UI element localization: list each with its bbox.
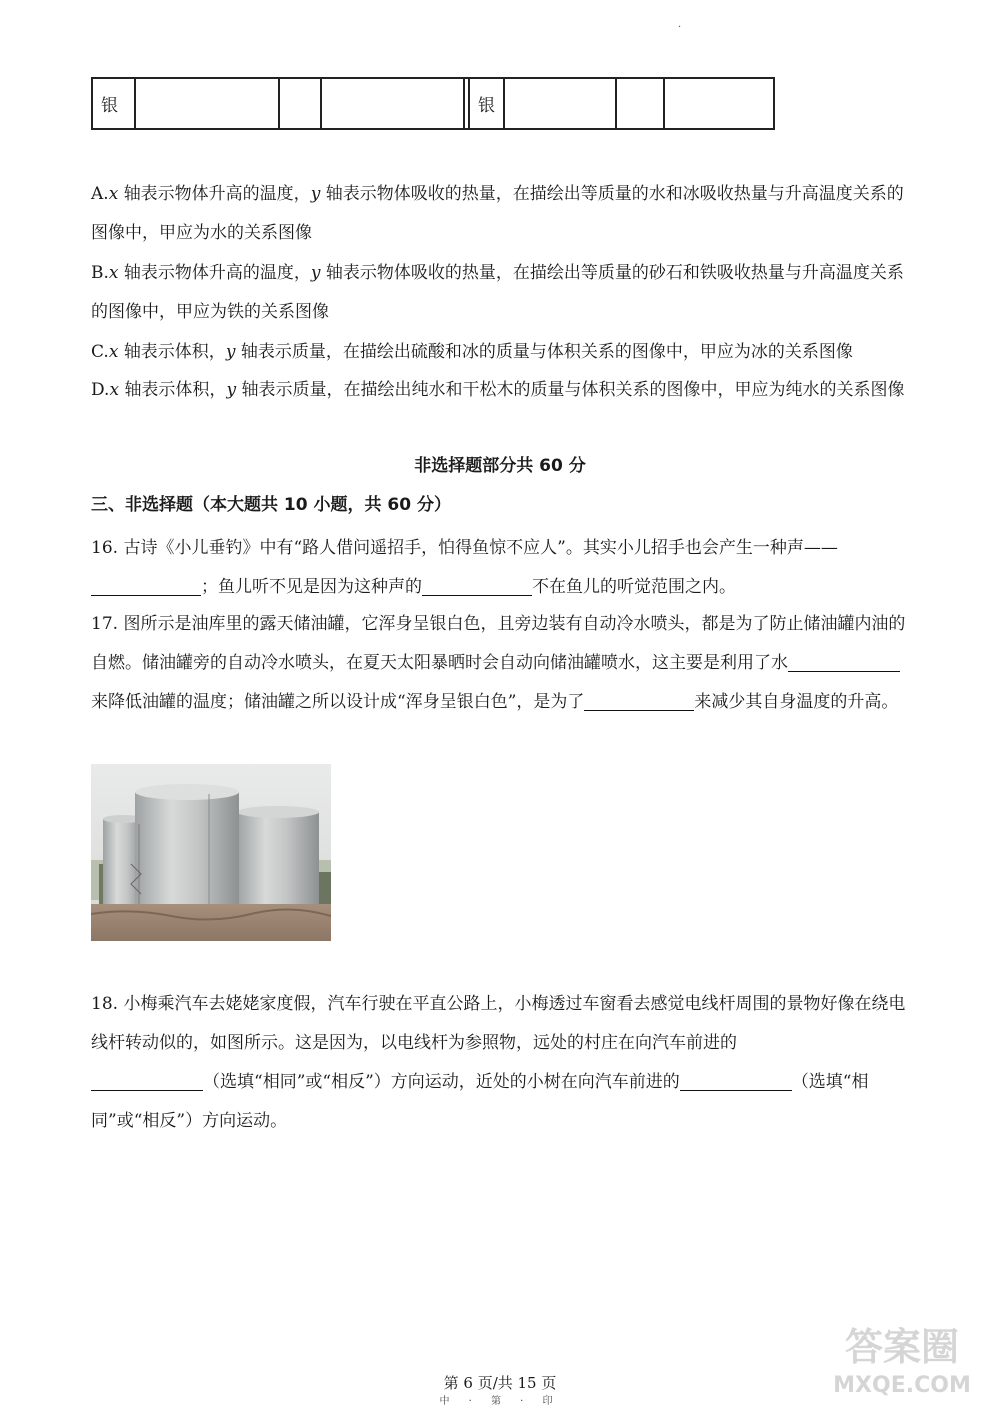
option-a — [91, 175, 906, 253]
section-heading: 三、非选择题（本大题共 10 小题，共 60 分） — [91, 495, 451, 515]
table-cell — [616, 78, 664, 129]
q16-blank-1[interactable] — [91, 575, 201, 596]
table-cell-silver-left: 银 — [92, 78, 135, 129]
option-c-mid: 轴表示体积， — [123, 342, 226, 362]
table-cell — [504, 78, 616, 129]
q17-part1: 17. 图所示是油库里的露天储油罐，它浑身呈银白色，且旁边装有自动冷水喷头，都是为了防止储油罐内油的自燃。储油罐旁的自动冷水喷头，在夏天太阳暴晒时会自动向储油罐喷水，这主要是利用了水 — [91, 614, 906, 673]
option-b-text: 轴表示物体吸收的热量，在描绘出等质量的砂石和铁吸收热量与升高温度关系的图像中，甲应为铁的关系图像 — [91, 263, 904, 322]
page-top-mark: · — [678, 22, 682, 33]
oil-tank-illustration — [91, 764, 331, 941]
option-a-y: y — [310, 184, 321, 204]
table-fragment — [91, 77, 775, 130]
table-cell — [135, 78, 279, 129]
option-a-text: 轴表示物体吸收的热量，在描绘出等质量的水和冰吸收热量与升高温度关系的图像中，甲应为水的关系图像 — [91, 184, 904, 243]
table-cell — [664, 78, 774, 129]
q18-blank-1[interactable] — [91, 1070, 203, 1091]
option-b — [91, 254, 906, 332]
q18-part2: （选填“相同”或“相反”）方向运动，近处的小树在向汽车前进的 — [203, 1072, 680, 1092]
option-b-x: x — [108, 263, 119, 283]
option-d-prefix: D. — [91, 380, 110, 400]
section-title: 非选择题部分共 60 分 — [414, 456, 586, 476]
page-number-sub: 中 · 第 · 印 — [439, 1396, 561, 1407]
question-17 — [91, 605, 906, 722]
option-c-prefix: C. — [91, 342, 109, 362]
q17-part2: 来降低油罐的温度；储油罐之所以设计成“浑身呈银白色”，是为了 — [91, 692, 585, 712]
watermark-line1: 答案圈 — [844, 1325, 960, 1369]
table-cell-silver-right: 银 — [469, 78, 504, 129]
option-c — [91, 333, 906, 372]
table-cell — [321, 78, 464, 129]
q18-part3: （选填“相同”或“相反”）方向运动。 — [91, 1072, 869, 1131]
option-b-y: y — [310, 263, 321, 283]
q17-blank-1[interactable] — [788, 651, 900, 672]
q17-blank-2[interactable] — [584, 690, 694, 711]
option-b-mid: 轴表示物体升高的温度， — [123, 263, 311, 283]
option-a-prefix: A. — [91, 184, 109, 204]
q16-part1: 16. 古诗《小儿垂钓》中有“路人借问遥招手，怕得鱼惊不应人”。其实小儿招手也会产生一种声—— — [91, 538, 838, 558]
option-a-mid: 轴表示物体升高的温度， — [123, 184, 311, 204]
option-c-x: x — [108, 342, 119, 362]
option-d-x: x — [109, 380, 120, 400]
q18-part1: 18. 小梅乘汽车去姥姥家度假，汽车行驶在平直公路上，小梅透过车窗看去感觉电线杆周围的景物好像在绕电线杆转动似的，如图所示。这是因为，以电线杆为参照物，远处的村庄在向汽车前进的 — [91, 994, 906, 1053]
option-d-mid: 轴表示体积， — [124, 380, 227, 400]
option-c-text: 轴表示质量，在描绘出硫酸和冰的质量与体积关系的图像中，甲应为冰的关系图像 — [240, 342, 853, 362]
table-cell — [279, 78, 321, 129]
q18-blank-2[interactable] — [680, 1070, 792, 1091]
q16-part2: ；鱼儿听不见是因为这种声的 — [201, 577, 422, 597]
option-d-text: 轴表示质量，在描绘出纯水和干松木的质量与体积关系的图像中，甲应为纯水的关系图像 — [241, 380, 905, 400]
q17-part3: 来减少其自身温度的升高。 — [694, 692, 899, 712]
option-d-y: y — [226, 380, 237, 400]
option-d — [91, 371, 906, 410]
question-18 — [91, 985, 906, 1141]
table-row — [92, 78, 774, 129]
option-b-prefix: B. — [91, 263, 109, 283]
watermark-line2: MXQE.COM — [833, 1373, 971, 1398]
option-a-x: x — [108, 184, 119, 204]
page-number: 第 6 页/共 15 页 — [443, 1374, 557, 1392]
q16-blank-2[interactable] — [422, 575, 532, 596]
q16-part3: 不在鱼儿的听觉范围之内。 — [532, 577, 736, 597]
question-16 — [91, 529, 906, 607]
option-c-y: y — [225, 342, 236, 362]
oil-tank-photo — [91, 764, 331, 941]
